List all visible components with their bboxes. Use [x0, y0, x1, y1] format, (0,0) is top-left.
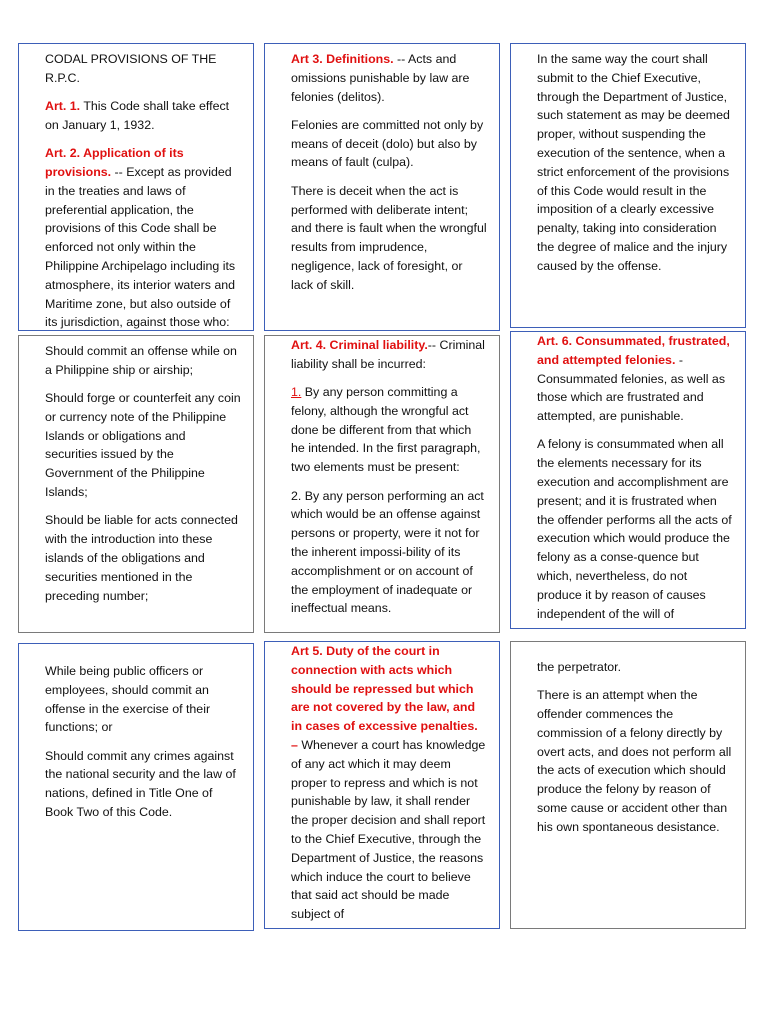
article-1: [45, 97, 241, 135]
article-6-heading: Art. 6. Consummated, frustrated, and attempted felonies.: [537, 334, 730, 367]
article-3: [291, 50, 487, 106]
art2-item-ship: Should commit an offense while on a Philippine ship or airship;: [45, 344, 237, 377]
card-art2-list: [18, 335, 254, 633]
article-5-text: Whenever a court has knowledge of any act which it may deem proper to repress and which is not punishable by law, it shall render the proper decision and shall report to the Chief Executive, through the Department of Justice, the reasons which induce the court to believe that said act should be made subject of: [291, 737, 486, 922]
article-6-continuation: the perpetrator.: [537, 660, 622, 674]
art2-item-national-security: Should commit any crimes against the national security and the law of nations, defined in Title One of Book Two of this Code.: [45, 748, 236, 820]
article-3-paragraph-3: There is deceit when the act is performed with deliberate intent; and there is fault when the wrongful results from imprudence, negligence, lack of foresight, or lack of skill.: [291, 183, 487, 292]
article-4-item-1-number: 1.: [291, 385, 302, 400]
art2-item-forge: Should forge or counterfeit any coin or currency note of the Philippine Islands or obligations and securities issued by the Government of the Philippine Islands;: [45, 391, 241, 500]
article-6-attempt: There is an attempt when the offender commences the commission of a felony directly by overt acts, and does not perform all the acts of execution which should produce the felony by reason of some cause or accident other than his own spontaneous desistance.: [537, 688, 732, 834]
article-4-text: -- Criminal liability shall be incurred:: [291, 338, 485, 371]
card-art5-duty-of-court: [264, 641, 500, 929]
art2-item-public-officers: While being public officers or employees, should commit an offense in the exercise of their functions; or: [45, 664, 211, 735]
card-art6-continued: [510, 641, 746, 929]
card-art3-definitions: [264, 43, 500, 331]
article-6-paragraph-2: A felony is consummated when all the elements necessary for its execution and accomplishment are present; and it is frustrated when the offender performs all the acts of execution which would produce the felony as a conse-quence but which, nevertheless, do not produce it by reason of causes independent of the will of: [537, 437, 732, 621]
article-2-text: -- Except as provided in the treaties and laws of preferential application, the provisions of this Code shall be enforced not only within the Philippine Archipelago including its atmosphere, its interior waters and Maritime zone, but also outside of its jurisdiction, against those who:: [45, 164, 236, 330]
card-art6-felonies: [510, 331, 746, 629]
article-4-item-2: 2. By any person performing an act which would be an offense against persons or property, were it not for the inherent impossi-bility of its accomplishment or on account of the employment of inadequate or ineffectual means.: [291, 488, 484, 616]
art2-item-securities: Should be liable for acts connected with the introduction into these islands of the obligations and securities mentioned in the preceding number;: [45, 513, 238, 603]
card-codal-art1-art2: [18, 43, 254, 331]
card-art5-continued: [510, 43, 746, 328]
document-title: CODAL PROVISIONS OF THE R.P.C.: [45, 52, 217, 85]
article-4-item-1: [291, 383, 487, 477]
article-6-text: - Consummated felonies, as well as those which are frustrated and attempted, are punishable.: [537, 352, 726, 424]
article-5: [291, 642, 487, 924]
card-art2-list-continued: [18, 643, 254, 931]
article-4-item-1-text: By any person committing a felony, although the wrongful act done be different from that which he intended. In the first paragraph, two elements must be present:: [291, 385, 481, 475]
article-3-paragraph-2: Felonies are committed not only by means of deceit (dolo) but also by means of fault (culpa).: [291, 117, 484, 170]
article-5-continuation: In the same way the court shall submit to the Chief Executive, through the Department of Justice, such statement as may be deemed proper, without suspending the execution of the sentence, when a strict enforcement of the provisions of this Code would result in the imposition of a clearly excessive penalty, taking into consideration the degree of malice and the injury caused by the offense.: [537, 52, 730, 273]
article-3-heading: Art 3. Definitions.: [291, 52, 394, 66]
card-art4-criminal-liability: [264, 335, 500, 633]
article-5-heading: Art 5. Duty of the court in connection with acts which should be repressed but which are not covered by the law, and in cases of excessive penalties. –: [291, 644, 478, 752]
article-4-heading: Art. 4. Criminal liability.: [291, 338, 428, 352]
article-2: [45, 144, 241, 331]
article-6: [537, 332, 733, 426]
article-2-heading: Art. 2. Application of its provisions.: [45, 146, 184, 179]
article-1-label: Art. 1.: [45, 99, 81, 114]
article-4: [291, 336, 487, 374]
article-3-text: -- Acts and omissions punishable by law are felonies (delitos).: [291, 52, 470, 104]
article-1-text: This Code shall take effect on January 1, 1932.: [45, 99, 230, 132]
